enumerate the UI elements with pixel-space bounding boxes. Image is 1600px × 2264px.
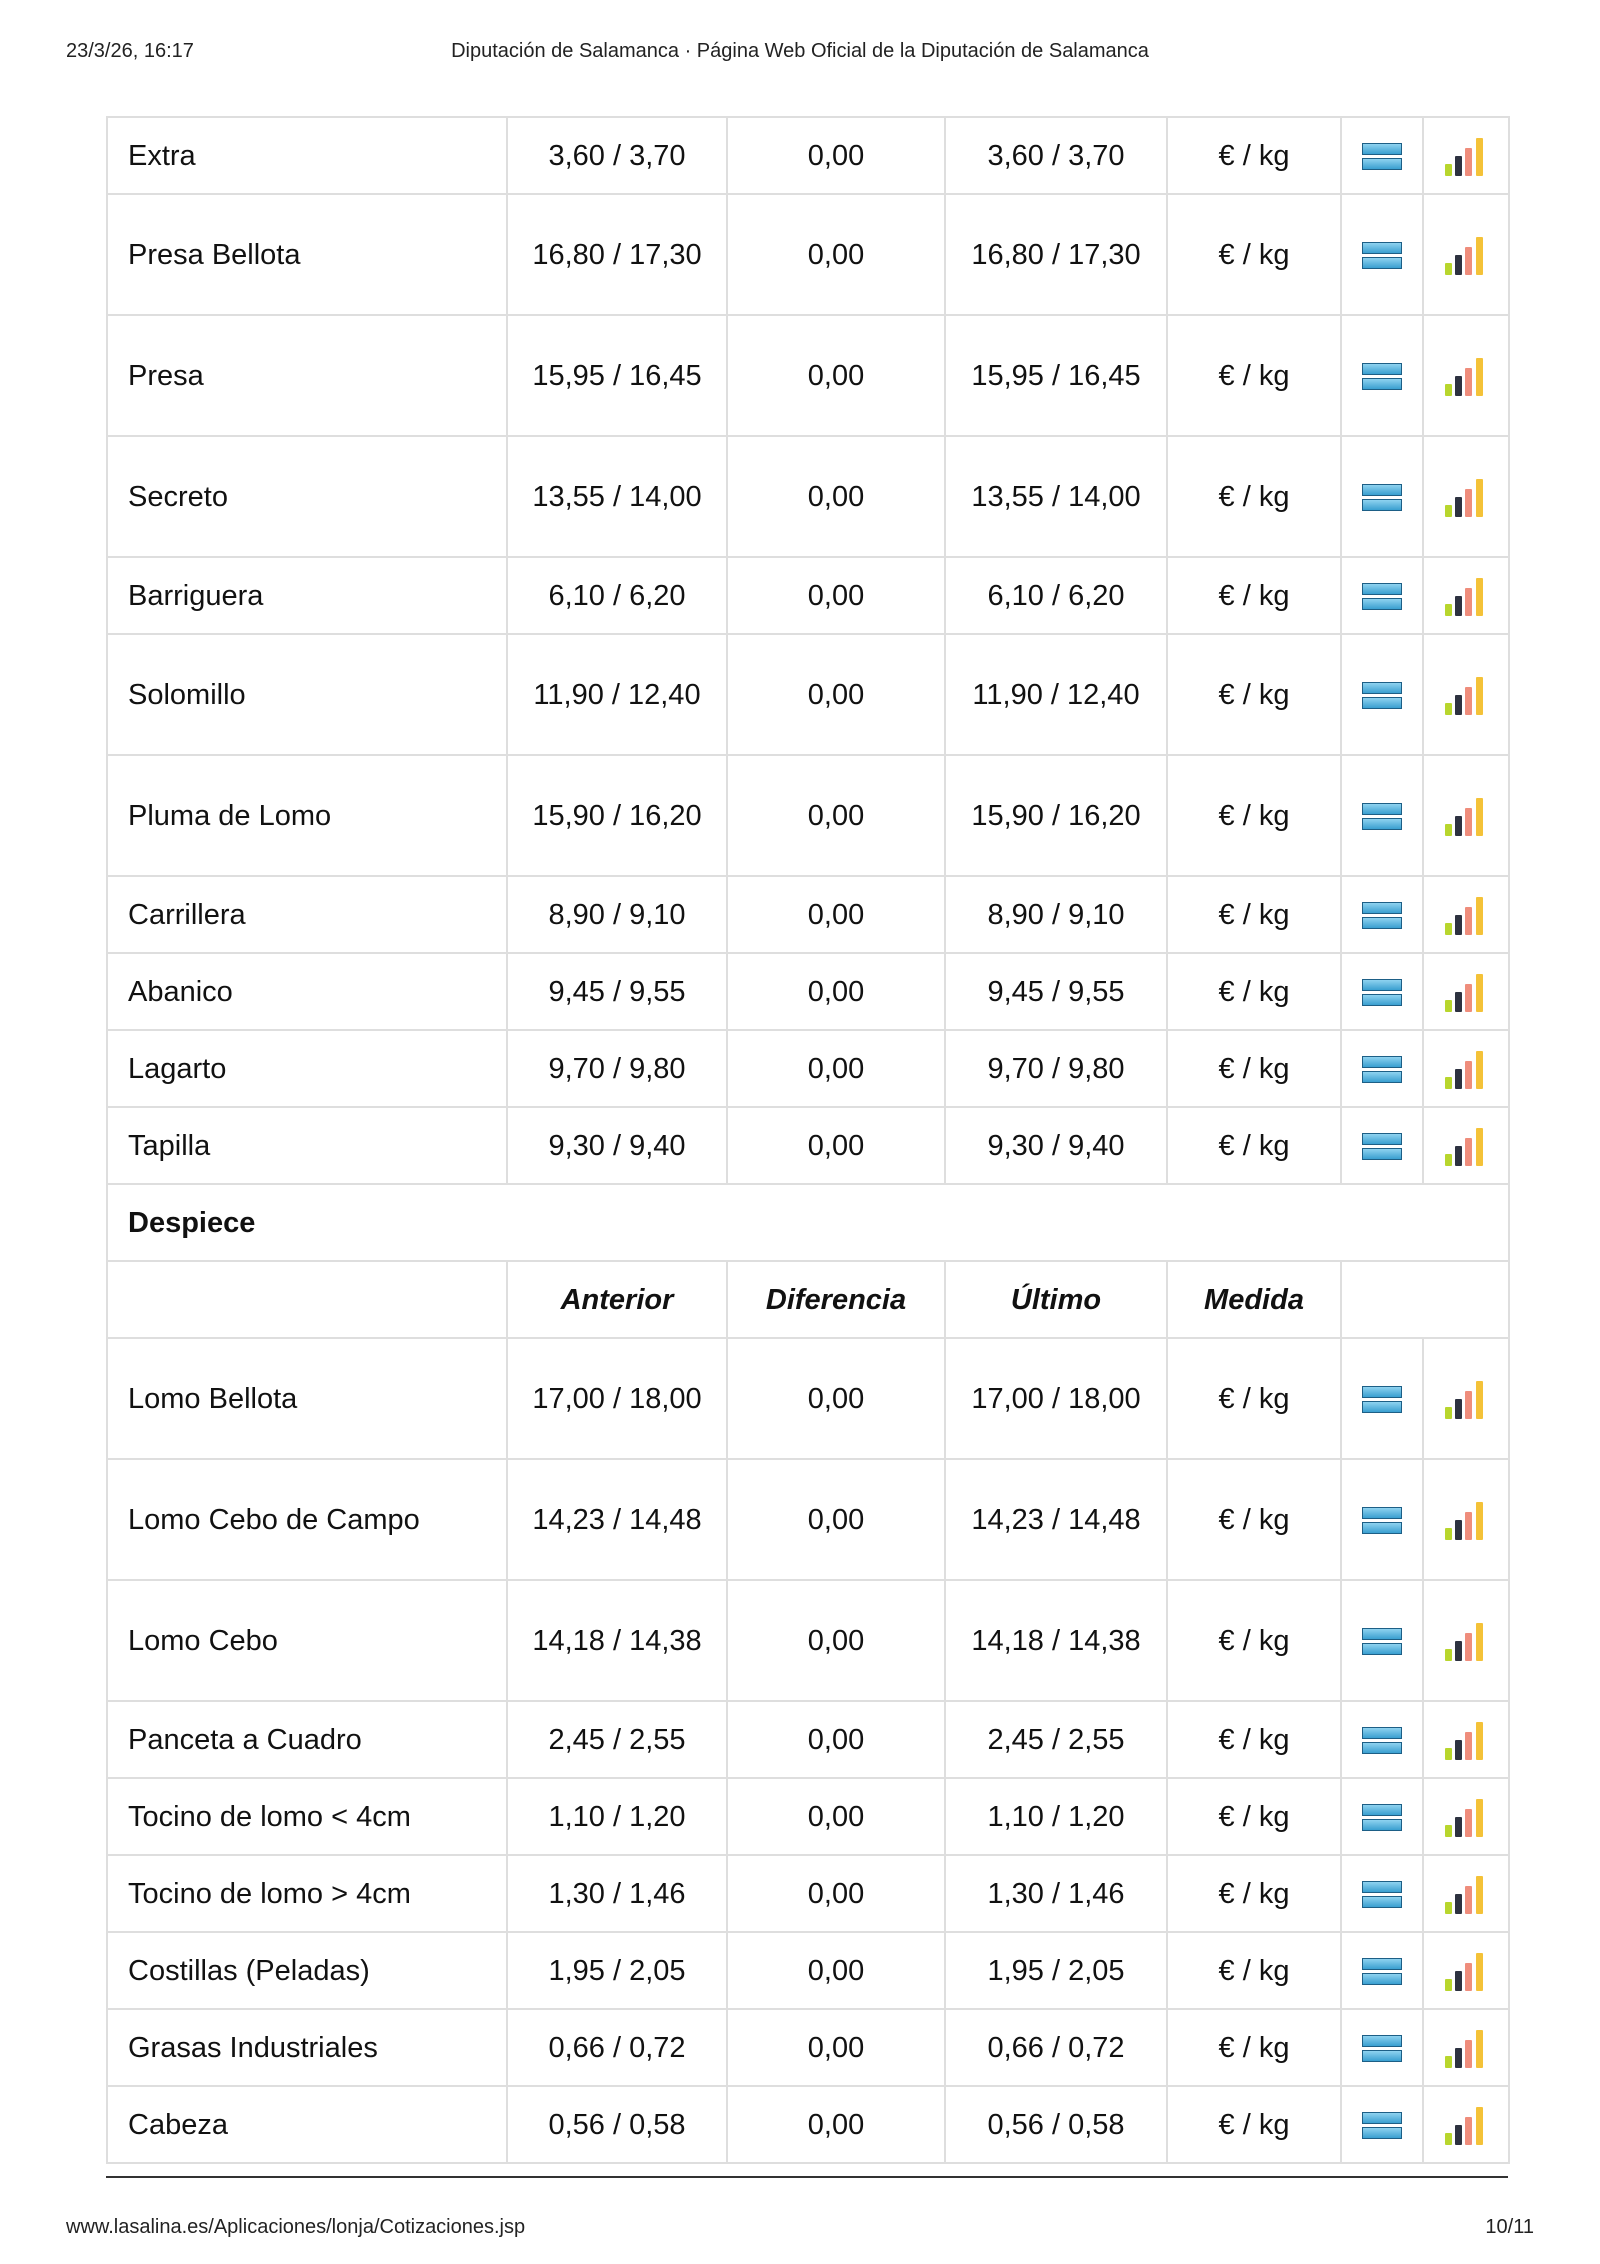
bar-chart-icon[interactable] xyxy=(1445,358,1487,396)
medida-cell: € / kg xyxy=(1167,634,1341,755)
table-view-cell xyxy=(1341,1107,1423,1184)
medida-cell: € / kg xyxy=(1167,876,1341,953)
table-icon[interactable] xyxy=(1362,1628,1402,1656)
medida-cell: € / kg xyxy=(1167,2086,1341,2163)
diferencia-cell: 0,00 xyxy=(727,2009,945,2086)
table-view-cell xyxy=(1341,2086,1423,2163)
ultimo-cell: 16,80 / 17,30 xyxy=(945,194,1167,315)
table-section-despiece xyxy=(107,1184,1509,1338)
table-icon[interactable] xyxy=(1362,242,1402,270)
print-date: 23/3/26, 16:17 xyxy=(66,40,194,62)
medida-cell: € / kg xyxy=(1167,1030,1341,1107)
diferencia-cell: 0,00 xyxy=(727,117,945,194)
diferencia-cell: 0,00 xyxy=(727,2086,945,2163)
table-icon[interactable] xyxy=(1362,2112,1402,2140)
diferencia-cell: 0,00 xyxy=(727,194,945,315)
table-view-cell xyxy=(1341,1338,1423,1459)
table-view-cell xyxy=(1341,117,1423,194)
anterior-cell: 17,00 / 18,00 xyxy=(507,1338,727,1459)
table-view-cell xyxy=(1341,1932,1423,2009)
bar-chart-icon[interactable] xyxy=(1445,1623,1487,1661)
product-name-cell: Pluma de Lomo xyxy=(107,755,507,876)
bar-chart-icon[interactable] xyxy=(1445,1722,1487,1760)
anterior-cell: 1,95 / 2,05 xyxy=(507,1932,727,2009)
ultimo-cell: 0,56 / 0,58 xyxy=(945,2086,1167,2163)
anterior-cell: 1,10 / 1,20 xyxy=(507,1778,727,1855)
diferencia-cell: 0,00 xyxy=(727,1030,945,1107)
product-name-cell: Panceta a Cuadro xyxy=(107,1701,507,1778)
print-page-title: Diputación de Salamanca · Página Web Oficial de la Diputación de Salamanca xyxy=(451,40,1149,62)
ultimo-cell: 9,30 / 9,40 xyxy=(945,1107,1167,1184)
table-row xyxy=(107,1932,1509,2009)
table-icon[interactable] xyxy=(1362,1386,1402,1414)
anterior-cell: 9,45 / 9,55 xyxy=(507,953,727,1030)
chart-view-cell xyxy=(1423,1338,1509,1459)
quotations-table xyxy=(106,116,1510,2164)
medida-cell: € / kg xyxy=(1167,315,1341,436)
ultimo-cell: 9,45 / 9,55 xyxy=(945,953,1167,1030)
product-name-cell: Cabeza xyxy=(107,2086,507,2163)
table-icon[interactable] xyxy=(1362,803,1402,831)
product-name-cell: Lagarto xyxy=(107,1030,507,1107)
product-name-cell: Lomo Cebo xyxy=(107,1580,507,1701)
chart-view-cell xyxy=(1423,2086,1509,2163)
ultimo-cell: 9,70 / 9,80 xyxy=(945,1030,1167,1107)
table-icon[interactable] xyxy=(1362,1804,1402,1832)
table-row xyxy=(107,1338,1509,1459)
column-header-row xyxy=(107,1261,1509,1338)
table-row xyxy=(107,117,1509,194)
medida-cell: € / kg xyxy=(1167,1778,1341,1855)
table-icon[interactable] xyxy=(1362,1507,1402,1535)
diferencia-cell: 0,00 xyxy=(727,953,945,1030)
chart-view-cell xyxy=(1423,1778,1509,1855)
bar-chart-icon[interactable] xyxy=(1445,897,1487,935)
medida-cell: € / kg xyxy=(1167,2009,1341,2086)
bar-chart-icon[interactable] xyxy=(1445,237,1487,275)
product-name-cell: Carrillera xyxy=(107,876,507,953)
table-icon[interactable] xyxy=(1362,1881,1402,1909)
table-view-cell xyxy=(1341,1855,1423,1932)
table-row xyxy=(107,634,1509,755)
anterior-cell: 8,90 / 9,10 xyxy=(507,876,727,953)
diferencia-cell: 0,00 xyxy=(727,876,945,953)
product-name-cell: Tocino de lomo > 4cm xyxy=(107,1855,507,1932)
table-icon[interactable] xyxy=(1362,979,1402,1007)
table-row xyxy=(107,755,1509,876)
table-icon[interactable] xyxy=(1362,143,1402,171)
medida-cell: € / kg xyxy=(1167,1580,1341,1701)
table-row xyxy=(107,2009,1509,2086)
chart-view-cell xyxy=(1423,634,1509,755)
medida-cell: € / kg xyxy=(1167,1459,1341,1580)
section-title: Despiece xyxy=(107,1184,1509,1261)
anterior-cell: 15,95 / 16,45 xyxy=(507,315,727,436)
product-name-cell: Secreto xyxy=(107,436,507,557)
ultimo-cell: 2,45 / 2,55 xyxy=(945,1701,1167,1778)
medida-cell: € / kg xyxy=(1167,436,1341,557)
ultimo-cell: 1,30 / 1,46 xyxy=(945,1855,1167,1932)
ultimo-cell: 3,60 / 3,70 xyxy=(945,117,1167,194)
table-view-cell xyxy=(1341,436,1423,557)
table-icon[interactable] xyxy=(1362,902,1402,930)
quotations-table-container xyxy=(106,116,1508,2164)
product-name-cell: Extra xyxy=(107,117,507,194)
anterior-cell: 0,66 / 0,72 xyxy=(507,2009,727,2086)
anterior-cell: 3,60 / 3,70 xyxy=(507,117,727,194)
diferencia-cell: 0,00 xyxy=(727,1338,945,1459)
medida-cell: € / kg xyxy=(1167,194,1341,315)
medida-cell: € / kg xyxy=(1167,1107,1341,1184)
bar-chart-icon[interactable] xyxy=(1445,1051,1487,1089)
table-row xyxy=(107,436,1509,557)
product-name-cell: Tocino de lomo < 4cm xyxy=(107,1778,507,1855)
table-body-despiece xyxy=(107,1338,1509,2163)
anterior-cell: 0,56 / 0,58 xyxy=(507,2086,727,2163)
diferencia-cell: 0,00 xyxy=(727,755,945,876)
table-row xyxy=(107,1459,1509,1580)
bar-chart-icon[interactable] xyxy=(1445,578,1487,616)
table-body-top xyxy=(107,117,1509,1184)
medida-cell: € / kg xyxy=(1167,1932,1341,2009)
product-name-cell: Presa xyxy=(107,315,507,436)
table-view-cell xyxy=(1341,1701,1423,1778)
chart-view-cell xyxy=(1423,436,1509,557)
product-name-cell: Grasas Industriales xyxy=(107,2009,507,2086)
table-row xyxy=(107,1778,1509,1855)
diferencia-cell: 0,00 xyxy=(727,1580,945,1701)
anterior-cell: 9,30 / 9,40 xyxy=(507,1107,727,1184)
table-icon[interactable] xyxy=(1362,363,1402,391)
chart-view-cell xyxy=(1423,1459,1509,1580)
chart-view-cell xyxy=(1423,1701,1509,1778)
table-row xyxy=(107,1855,1509,1932)
medida-cell: € / kg xyxy=(1167,953,1341,1030)
table-icon[interactable] xyxy=(1362,1133,1402,1161)
medida-cell: € / kg xyxy=(1167,557,1341,634)
medida-cell: € / kg xyxy=(1167,1855,1341,1932)
ultimo-cell: 11,90 / 12,40 xyxy=(945,634,1167,755)
bar-chart-icon[interactable] xyxy=(1445,2030,1487,2068)
ultimo-cell: 0,66 / 0,72 xyxy=(945,2009,1167,2086)
chart-view-cell xyxy=(1423,876,1509,953)
chart-view-cell xyxy=(1423,194,1509,315)
ultimo-cell: 15,90 / 16,20 xyxy=(945,755,1167,876)
chart-view-cell xyxy=(1423,1932,1509,2009)
print-url: www.lasalina.es/Aplicaciones/lonja/Cotizaciones.jsp xyxy=(66,2216,526,2238)
chart-view-cell xyxy=(1423,1107,1509,1184)
table-view-cell xyxy=(1341,1459,1423,1580)
bar-chart-icon[interactable] xyxy=(1445,1381,1487,1419)
table-icon[interactable] xyxy=(1362,583,1402,611)
header-actions xyxy=(1341,1261,1509,1338)
product-name-cell: Solomillo xyxy=(107,634,507,755)
medida-cell: € / kg xyxy=(1167,117,1341,194)
print-page-number: 10/11 xyxy=(1485,2216,1534,2238)
medida-cell: € / kg xyxy=(1167,1338,1341,1459)
table-view-cell xyxy=(1341,755,1423,876)
header-medida: Medida xyxy=(1167,1261,1341,1338)
print-footer xyxy=(66,2216,1534,2244)
product-name-cell: Lomo Bellota xyxy=(107,1338,507,1459)
product-name-cell: Tapilla xyxy=(107,1107,507,1184)
table-row xyxy=(107,557,1509,634)
medida-cell: € / kg xyxy=(1167,1701,1341,1778)
anterior-cell: 9,70 / 9,80 xyxy=(507,1030,727,1107)
chart-view-cell xyxy=(1423,315,1509,436)
print-header xyxy=(66,40,1534,68)
table-row xyxy=(107,1030,1509,1107)
bar-chart-icon[interactable] xyxy=(1445,1502,1487,1540)
table-icon[interactable] xyxy=(1362,1727,1402,1755)
bar-chart-icon[interactable] xyxy=(1445,138,1487,176)
diferencia-cell: 0,00 xyxy=(727,634,945,755)
table-bottom-rule xyxy=(106,2176,1508,2178)
header-empty xyxy=(107,1261,507,1338)
ultimo-cell: 13,55 / 14,00 xyxy=(945,436,1167,557)
table-view-cell xyxy=(1341,1778,1423,1855)
table-view-cell xyxy=(1341,557,1423,634)
diferencia-cell: 0,00 xyxy=(727,1932,945,2009)
anterior-cell: 13,55 / 14,00 xyxy=(507,436,727,557)
table-view-cell xyxy=(1341,315,1423,436)
product-name-cell: Lomo Cebo de Campo xyxy=(107,1459,507,1580)
bar-chart-icon[interactable] xyxy=(1445,2107,1487,2145)
chart-view-cell xyxy=(1423,2009,1509,2086)
diferencia-cell: 0,00 xyxy=(727,315,945,436)
chart-view-cell xyxy=(1423,755,1509,876)
diferencia-cell: 0,00 xyxy=(727,557,945,634)
ultimo-cell: 1,10 / 1,20 xyxy=(945,1778,1167,1855)
diferencia-cell: 0,00 xyxy=(727,1701,945,1778)
section-row xyxy=(107,1184,1509,1261)
chart-view-cell xyxy=(1423,557,1509,634)
table-icon[interactable] xyxy=(1362,1958,1402,1986)
table-icon[interactable] xyxy=(1362,682,1402,710)
bar-chart-icon[interactable] xyxy=(1445,798,1487,836)
anterior-cell: 14,18 / 14,38 xyxy=(507,1580,727,1701)
anterior-cell: 11,90 / 12,40 xyxy=(507,634,727,755)
table-view-cell xyxy=(1341,876,1423,953)
chart-view-cell xyxy=(1423,953,1509,1030)
product-name-cell: Barriguera xyxy=(107,557,507,634)
header-diferencia: Diferencia xyxy=(727,1261,945,1338)
diferencia-cell: 0,00 xyxy=(727,1459,945,1580)
header-ultimo: Último xyxy=(945,1261,1167,1338)
table-view-cell xyxy=(1341,2009,1423,2086)
ultimo-cell: 8,90 / 9,10 xyxy=(945,876,1167,953)
table-view-cell xyxy=(1341,953,1423,1030)
table-view-cell xyxy=(1341,1580,1423,1701)
product-name-cell: Costillas (Peladas) xyxy=(107,1932,507,2009)
anterior-cell: 16,80 / 17,30 xyxy=(507,194,727,315)
ultimo-cell: 17,00 / 18,00 xyxy=(945,1338,1167,1459)
diferencia-cell: 0,00 xyxy=(727,1778,945,1855)
table-icon[interactable] xyxy=(1362,484,1402,512)
product-name-cell: Abanico xyxy=(107,953,507,1030)
bar-chart-icon[interactable] xyxy=(1445,1128,1487,1166)
ultimo-cell: 15,95 / 16,45 xyxy=(945,315,1167,436)
table-row xyxy=(107,194,1509,315)
table-row xyxy=(107,1580,1509,1701)
chart-view-cell xyxy=(1423,1580,1509,1701)
bar-chart-icon[interactable] xyxy=(1445,1953,1487,1991)
diferencia-cell: 0,00 xyxy=(727,1855,945,1932)
anterior-cell: 14,23 / 14,48 xyxy=(507,1459,727,1580)
table-row xyxy=(107,315,1509,436)
ultimo-cell: 14,18 / 14,38 xyxy=(945,1580,1167,1701)
bar-chart-icon[interactable] xyxy=(1445,1876,1487,1914)
table-view-cell xyxy=(1341,634,1423,755)
anterior-cell: 1,30 / 1,46 xyxy=(507,1855,727,1932)
table-icon[interactable] xyxy=(1362,1056,1402,1084)
chart-view-cell xyxy=(1423,1030,1509,1107)
table-row xyxy=(107,1107,1509,1184)
ultimo-cell: 14,23 / 14,48 xyxy=(945,1459,1167,1580)
bar-chart-icon[interactable] xyxy=(1445,479,1487,517)
anterior-cell: 15,90 / 16,20 xyxy=(507,755,727,876)
table-row xyxy=(107,876,1509,953)
header-anterior: Anterior xyxy=(507,1261,727,1338)
anterior-cell: 2,45 / 2,55 xyxy=(507,1701,727,1778)
bar-chart-icon[interactable] xyxy=(1445,1799,1487,1837)
table-view-cell xyxy=(1341,194,1423,315)
diferencia-cell: 0,00 xyxy=(727,1107,945,1184)
medida-cell: € / kg xyxy=(1167,755,1341,876)
anterior-cell: 6,10 / 6,20 xyxy=(507,557,727,634)
chart-view-cell xyxy=(1423,1855,1509,1932)
table-icon[interactable] xyxy=(1362,2035,1402,2063)
diferencia-cell: 0,00 xyxy=(727,436,945,557)
table-row xyxy=(107,1701,1509,1778)
ultimo-cell: 1,95 / 2,05 xyxy=(945,1932,1167,2009)
table-view-cell xyxy=(1341,1030,1423,1107)
table-row xyxy=(107,953,1509,1030)
chart-view-cell xyxy=(1423,117,1509,194)
ultimo-cell: 6,10 / 6,20 xyxy=(945,557,1167,634)
product-name-cell: Presa Bellota xyxy=(107,194,507,315)
table-row xyxy=(107,2086,1509,2163)
bar-chart-icon[interactable] xyxy=(1445,677,1487,715)
bar-chart-icon[interactable] xyxy=(1445,974,1487,1012)
